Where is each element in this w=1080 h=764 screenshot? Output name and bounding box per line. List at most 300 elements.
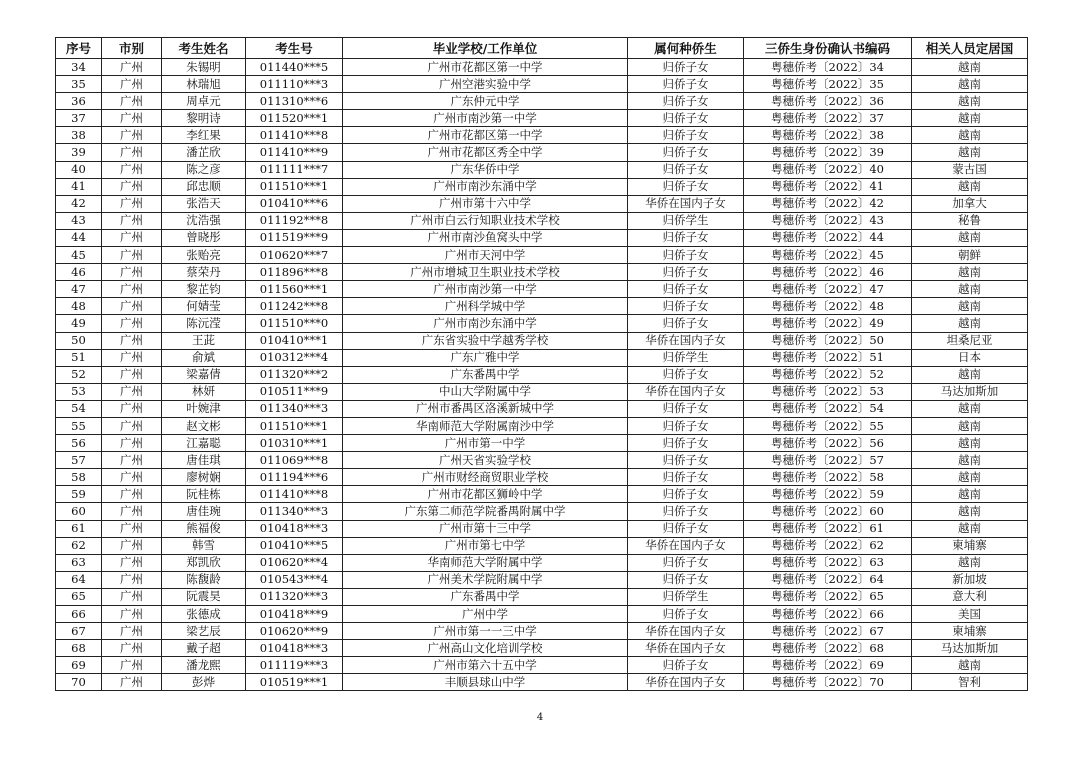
cell-country: 越南 xyxy=(912,366,1028,383)
cell-school: 广州市第一一三中学 xyxy=(343,623,628,640)
cell-country: 越南 xyxy=(912,127,1028,144)
cell-city: 广州 xyxy=(102,195,162,212)
cell-city: 广州 xyxy=(102,435,162,452)
cell-certificate-code: 粤穗侨考〔2022〕69 xyxy=(744,657,912,674)
cell-name: 潘龙熙 xyxy=(162,657,246,674)
cell-certificate-code: 粤穗侨考〔2022〕39 xyxy=(744,144,912,161)
cell-name: 黎芷钧 xyxy=(162,281,246,298)
cell-name: 阮桂栋 xyxy=(162,486,246,503)
cell-exam-number: 010410***5 xyxy=(246,537,343,554)
cell-school: 广州市南沙鱼窝头中学 xyxy=(343,229,628,246)
header-certificate-code: 三侨生身份确认书编码 xyxy=(744,38,912,59)
cell-index: 52 xyxy=(56,366,102,383)
cell-exam-number: 010312***4 xyxy=(246,349,343,366)
cell-school: 华南师范大学附属中学 xyxy=(343,554,628,571)
cell-index: 63 xyxy=(56,554,102,571)
cell-school: 广州高山文化培训学校 xyxy=(343,640,628,657)
cell-country: 越南 xyxy=(912,657,1028,674)
cell-school: 广州市白云行知职业技术学校 xyxy=(343,212,628,229)
cell-school: 广东番禺中学 xyxy=(343,366,628,383)
cell-city: 广州 xyxy=(102,674,162,691)
cell-certificate-code: 粤穗侨考〔2022〕68 xyxy=(744,640,912,657)
table-row xyxy=(56,503,1028,520)
cell-city: 广州 xyxy=(102,264,162,281)
cell-exam-number: 011111***7 xyxy=(246,161,343,178)
cell-index: 57 xyxy=(56,452,102,469)
cell-school: 广州市第七中学 xyxy=(343,537,628,554)
header-city: 市别 xyxy=(102,38,162,59)
table-row xyxy=(56,657,1028,674)
cell-certificate-code: 粤穗侨考〔2022〕57 xyxy=(744,452,912,469)
cell-country: 柬埔寨 xyxy=(912,537,1028,554)
cell-index: 70 xyxy=(56,674,102,691)
cell-city: 广州 xyxy=(102,349,162,366)
cell-exam-number: 010511***9 xyxy=(246,383,343,400)
table-row xyxy=(56,76,1028,93)
cell-certificate-code: 粤穗侨考〔2022〕56 xyxy=(744,435,912,452)
cell-city: 广州 xyxy=(102,469,162,486)
cell-index: 34 xyxy=(56,59,102,76)
cell-exam-number: 010418***9 xyxy=(246,606,343,623)
cell-country: 越南 xyxy=(912,469,1028,486)
cell-category: 华侨在国内子女 xyxy=(628,640,744,657)
cell-category: 归侨子女 xyxy=(628,110,744,127)
cell-school: 广州市南沙第一中学 xyxy=(343,281,628,298)
table-row xyxy=(56,383,1028,400)
cell-country: 新加坡 xyxy=(912,571,1028,588)
cell-city: 广州 xyxy=(102,315,162,332)
table-row xyxy=(56,452,1028,469)
header-name: 考生姓名 xyxy=(162,38,246,59)
cell-index: 44 xyxy=(56,229,102,246)
header-school: 毕业学校/工作单位 xyxy=(343,38,628,59)
cell-certificate-code: 粤穗侨考〔2022〕70 xyxy=(744,674,912,691)
cell-category: 归侨子女 xyxy=(628,59,744,76)
cell-country: 越南 xyxy=(912,229,1028,246)
table-row xyxy=(56,178,1028,195)
cell-exam-number: 011560***1 xyxy=(246,281,343,298)
cell-name: 熊福俊 xyxy=(162,520,246,537)
table-row xyxy=(56,520,1028,537)
cell-certificate-code: 粤穗侨考〔2022〕35 xyxy=(744,76,912,93)
cell-category: 归侨子女 xyxy=(628,281,744,298)
cell-name: 朱锡明 xyxy=(162,59,246,76)
cell-school: 广州市财经商贸职业学校 xyxy=(343,469,628,486)
cell-school: 广州市第一中学 xyxy=(343,435,628,452)
cell-name: 俞斌 xyxy=(162,349,246,366)
cell-certificate-code: 粤穗侨考〔2022〕36 xyxy=(744,93,912,110)
cell-name: 邱忠顺 xyxy=(162,178,246,195)
cell-exam-number: 011119***3 xyxy=(246,657,343,674)
cell-exam-number: 010620***9 xyxy=(246,623,343,640)
cell-category: 归侨子女 xyxy=(628,315,744,332)
cell-name: 林妍 xyxy=(162,383,246,400)
cell-category: 华侨在国内子女 xyxy=(628,623,744,640)
cell-exam-number: 011510***1 xyxy=(246,417,343,434)
cell-category: 归侨学生 xyxy=(628,588,744,605)
cell-category: 归侨子女 xyxy=(628,76,744,93)
cell-index: 54 xyxy=(56,400,102,417)
cell-certificate-code: 粤穗侨考〔2022〕55 xyxy=(744,417,912,434)
table-row xyxy=(56,144,1028,161)
cell-exam-number: 011110***3 xyxy=(246,76,343,93)
cell-certificate-code: 粤穗侨考〔2022〕41 xyxy=(744,178,912,195)
cell-category: 归侨子女 xyxy=(628,606,744,623)
cell-certificate-code: 粤穗侨考〔2022〕64 xyxy=(744,571,912,588)
cell-country: 越南 xyxy=(912,435,1028,452)
cell-category: 归侨子女 xyxy=(628,127,744,144)
cell-category: 归侨子女 xyxy=(628,298,744,315)
cell-certificate-code: 粤穗侨考〔2022〕52 xyxy=(744,366,912,383)
cell-country: 越南 xyxy=(912,281,1028,298)
cell-index: 37 xyxy=(56,110,102,127)
cell-name: 沈浩强 xyxy=(162,212,246,229)
cell-index: 56 xyxy=(56,435,102,452)
cell-certificate-code: 粤穗侨考〔2022〕50 xyxy=(744,332,912,349)
cell-category: 归侨子女 xyxy=(628,400,744,417)
table-row xyxy=(56,212,1028,229)
cell-index: 64 xyxy=(56,571,102,588)
cell-certificate-code: 粤穗侨考〔2022〕51 xyxy=(744,349,912,366)
cell-city: 广州 xyxy=(102,417,162,434)
cell-exam-number: 010620***7 xyxy=(246,247,343,264)
cell-exam-number: 011510***0 xyxy=(246,315,343,332)
table-row xyxy=(56,400,1028,417)
cell-country: 越南 xyxy=(912,76,1028,93)
cell-country: 越南 xyxy=(912,417,1028,434)
cell-name: 郑凯欣 xyxy=(162,554,246,571)
cell-city: 广州 xyxy=(102,298,162,315)
cell-exam-number: 010543***4 xyxy=(246,571,343,588)
table-row xyxy=(56,264,1028,281)
cell-index: 60 xyxy=(56,503,102,520)
cell-country: 马达加斯加 xyxy=(912,640,1028,657)
cell-school: 广东番禺中学 xyxy=(343,588,628,605)
cell-name: 韩雪 xyxy=(162,537,246,554)
cell-country: 秘鲁 xyxy=(912,212,1028,229)
table-row xyxy=(56,110,1028,127)
cell-country: 越南 xyxy=(912,452,1028,469)
cell-category: 华侨在国内子女 xyxy=(628,332,744,349)
cell-city: 广州 xyxy=(102,76,162,93)
cell-exam-number: 011510***1 xyxy=(246,178,343,195)
cell-certificate-code: 粤穗侨考〔2022〕63 xyxy=(744,554,912,571)
cell-city: 广州 xyxy=(102,503,162,520)
cell-certificate-code: 粤穗侨考〔2022〕67 xyxy=(744,623,912,640)
cell-certificate-code: 粤穗侨考〔2022〕62 xyxy=(744,537,912,554)
cell-exam-number: 011410***8 xyxy=(246,486,343,503)
table-body xyxy=(56,59,1028,691)
table-row xyxy=(56,366,1028,383)
cell-index: 45 xyxy=(56,247,102,264)
cell-category: 归侨子女 xyxy=(628,247,744,264)
table-row xyxy=(56,195,1028,212)
cell-country: 越南 xyxy=(912,264,1028,281)
cell-exam-number: 011310***6 xyxy=(246,93,343,110)
table-row xyxy=(56,486,1028,503)
cell-index: 62 xyxy=(56,537,102,554)
cell-city: 广州 xyxy=(102,93,162,110)
table-row xyxy=(56,229,1028,246)
cell-name: 张贻亮 xyxy=(162,247,246,264)
table-row xyxy=(56,435,1028,452)
cell-exam-number: 011410***9 xyxy=(246,144,343,161)
cell-index: 42 xyxy=(56,195,102,212)
table-row xyxy=(56,315,1028,332)
cell-name: 唐佳琪 xyxy=(162,452,246,469)
cell-index: 46 xyxy=(56,264,102,281)
table-row xyxy=(56,281,1028,298)
cell-category: 归侨子女 xyxy=(628,435,744,452)
cell-certificate-code: 粤穗侨考〔2022〕65 xyxy=(744,588,912,605)
cell-country: 意大利 xyxy=(912,588,1028,605)
cell-certificate-code: 粤穗侨考〔2022〕42 xyxy=(744,195,912,212)
cell-city: 广州 xyxy=(102,59,162,76)
cell-country: 越南 xyxy=(912,400,1028,417)
table-row xyxy=(56,469,1028,486)
cell-city: 广州 xyxy=(102,400,162,417)
cell-city: 广州 xyxy=(102,229,162,246)
table-row xyxy=(56,127,1028,144)
table-row xyxy=(56,554,1028,571)
cell-country: 蒙古国 xyxy=(912,161,1028,178)
cell-name: 王茈 xyxy=(162,332,246,349)
header-country: 相关人员定居国 xyxy=(912,38,1028,59)
cell-school: 中山大学附属中学 xyxy=(343,383,628,400)
cell-school: 广州市花都区第一中学 xyxy=(343,59,628,76)
cell-category: 归侨子女 xyxy=(628,144,744,161)
cell-school: 广东第二师范学院番禺附属中学 xyxy=(343,503,628,520)
cell-city: 广州 xyxy=(102,606,162,623)
table-row xyxy=(56,640,1028,657)
cell-exam-number: 011194***6 xyxy=(246,469,343,486)
header-exam-number: 考生号 xyxy=(246,38,343,59)
table-row xyxy=(56,161,1028,178)
cell-index: 50 xyxy=(56,332,102,349)
cell-exam-number: 011242***8 xyxy=(246,298,343,315)
cell-name: 江嘉聪 xyxy=(162,435,246,452)
cell-school: 广州市第十三中学 xyxy=(343,520,628,537)
cell-country: 越南 xyxy=(912,93,1028,110)
cell-index: 53 xyxy=(56,383,102,400)
cell-name: 潘芷欣 xyxy=(162,144,246,161)
cell-exam-number: 010620***4 xyxy=(246,554,343,571)
cell-city: 广州 xyxy=(102,520,162,537)
cell-name: 何婧莹 xyxy=(162,298,246,315)
cell-category: 归侨子女 xyxy=(628,469,744,486)
cell-index: 40 xyxy=(56,161,102,178)
cell-country: 越南 xyxy=(912,298,1028,315)
cell-city: 广州 xyxy=(102,640,162,657)
cell-school: 广东华侨中学 xyxy=(343,161,628,178)
cell-exam-number: 010418***3 xyxy=(246,640,343,657)
cell-certificate-code: 粤穗侨考〔2022〕44 xyxy=(744,229,912,246)
cell-school: 广州市天河中学 xyxy=(343,247,628,264)
cell-index: 61 xyxy=(56,520,102,537)
cell-exam-number: 011192***8 xyxy=(246,212,343,229)
cell-name: 戴子超 xyxy=(162,640,246,657)
cell-school: 广州市南沙第一中学 xyxy=(343,110,628,127)
cell-exam-number: 011320***2 xyxy=(246,366,343,383)
cell-name: 陈之彦 xyxy=(162,161,246,178)
table-row xyxy=(56,247,1028,264)
table-row xyxy=(56,537,1028,554)
table-row xyxy=(56,674,1028,691)
cell-category: 华侨在国内子女 xyxy=(628,195,744,212)
cell-country: 智利 xyxy=(912,674,1028,691)
page-number: 4 xyxy=(536,712,544,723)
cell-index: 55 xyxy=(56,417,102,434)
cell-certificate-code: 粤穗侨考〔2022〕43 xyxy=(744,212,912,229)
cell-city: 广州 xyxy=(102,537,162,554)
cell-exam-number: 011520***1 xyxy=(246,110,343,127)
cell-index: 43 xyxy=(56,212,102,229)
cell-index: 65 xyxy=(56,588,102,605)
cell-certificate-code: 粤穗侨考〔2022〕49 xyxy=(744,315,912,332)
cell-school: 广州市番禺区洛溪新城中学 xyxy=(343,400,628,417)
cell-country: 坦桑尼亚 xyxy=(912,332,1028,349)
cell-country: 越南 xyxy=(912,144,1028,161)
cell-city: 广州 xyxy=(102,623,162,640)
cell-category: 归侨子女 xyxy=(628,178,744,195)
cell-category: 华侨在国内子女 xyxy=(628,537,744,554)
cell-school: 广东省实验中学越秀学校 xyxy=(343,332,628,349)
cell-index: 51 xyxy=(56,349,102,366)
cell-name: 李红果 xyxy=(162,127,246,144)
cell-index: 69 xyxy=(56,657,102,674)
cell-index: 48 xyxy=(56,298,102,315)
cell-exam-number: 010519***1 xyxy=(246,674,343,691)
cell-certificate-code: 粤穗侨考〔2022〕60 xyxy=(744,503,912,520)
cell-school: 广东广雅中学 xyxy=(343,349,628,366)
cell-exam-number: 011340***3 xyxy=(246,503,343,520)
cell-category: 归侨子女 xyxy=(628,264,744,281)
cell-category: 归侨子女 xyxy=(628,503,744,520)
cell-school: 广州天省实验学校 xyxy=(343,452,628,469)
cell-exam-number: 011519***9 xyxy=(246,229,343,246)
cell-city: 广州 xyxy=(102,657,162,674)
cell-school: 丰顺县球山中学 xyxy=(343,674,628,691)
table-row xyxy=(56,571,1028,588)
cell-index: 68 xyxy=(56,640,102,657)
table-row xyxy=(56,606,1028,623)
table-header-row xyxy=(56,38,1028,59)
cell-category: 归侨子女 xyxy=(628,486,744,503)
cell-index: 47 xyxy=(56,281,102,298)
cell-school: 广州市第六十五中学 xyxy=(343,657,628,674)
cell-school: 广州美术学院附属中学 xyxy=(343,571,628,588)
cell-school: 广州市花都区第一中学 xyxy=(343,127,628,144)
cell-certificate-code: 粤穗侨考〔2022〕61 xyxy=(744,520,912,537)
cell-name: 周卓元 xyxy=(162,93,246,110)
cell-exam-number: 010410***1 xyxy=(246,332,343,349)
table-row xyxy=(56,417,1028,434)
cell-category: 归侨子女 xyxy=(628,161,744,178)
cell-category: 归侨子女 xyxy=(628,229,744,246)
cell-category: 归侨子女 xyxy=(628,520,744,537)
cell-school: 广州市南沙东涌中学 xyxy=(343,315,628,332)
cell-index: 59 xyxy=(56,486,102,503)
cell-city: 广州 xyxy=(102,144,162,161)
table-row xyxy=(56,588,1028,605)
cell-category: 归侨子女 xyxy=(628,366,744,383)
cell-name: 曾晓彤 xyxy=(162,229,246,246)
cell-category: 华侨在国内子女 xyxy=(628,674,744,691)
cell-name: 张德成 xyxy=(162,606,246,623)
cell-country: 朝鲜 xyxy=(912,247,1028,264)
cell-name: 林瑞旭 xyxy=(162,76,246,93)
cell-name: 陈馥龄 xyxy=(162,571,246,588)
cell-certificate-code: 粤穗侨考〔2022〕46 xyxy=(744,264,912,281)
cell-school: 华南师范大学附属南沙中学 xyxy=(343,417,628,434)
cell-name: 陈沅滢 xyxy=(162,315,246,332)
cell-school: 广州市第十六中学 xyxy=(343,195,628,212)
cell-country: 越南 xyxy=(912,486,1028,503)
cell-country: 越南 xyxy=(912,178,1028,195)
header-category: 属何种侨生 xyxy=(628,38,744,59)
cell-certificate-code: 粤穗侨考〔2022〕48 xyxy=(744,298,912,315)
cell-index: 58 xyxy=(56,469,102,486)
cell-certificate-code: 粤穗侨考〔2022〕40 xyxy=(744,161,912,178)
table-row xyxy=(56,93,1028,110)
cell-name: 唐佳琬 xyxy=(162,503,246,520)
cell-country: 日本 xyxy=(912,349,1028,366)
cell-city: 广州 xyxy=(102,366,162,383)
student-roster-table xyxy=(55,37,1028,691)
cell-city: 广州 xyxy=(102,588,162,605)
table-row xyxy=(56,298,1028,315)
cell-category: 归侨子女 xyxy=(628,452,744,469)
cell-index: 41 xyxy=(56,178,102,195)
cell-city: 广州 xyxy=(102,383,162,400)
cell-exam-number: 011896***8 xyxy=(246,264,343,281)
cell-country: 加拿大 xyxy=(912,195,1028,212)
cell-certificate-code: 粤穗侨考〔2022〕66 xyxy=(744,606,912,623)
cell-name: 彭烨 xyxy=(162,674,246,691)
cell-exam-number: 010410***6 xyxy=(246,195,343,212)
cell-city: 广州 xyxy=(102,332,162,349)
cell-category: 华侨在国内子女 xyxy=(628,383,744,400)
cell-city: 广州 xyxy=(102,212,162,229)
cell-school: 广东仲元中学 xyxy=(343,93,628,110)
cell-index: 39 xyxy=(56,144,102,161)
cell-index: 66 xyxy=(56,606,102,623)
cell-country: 马达加斯加 xyxy=(912,383,1028,400)
table-row xyxy=(56,349,1028,366)
cell-certificate-code: 粤穗侨考〔2022〕54 xyxy=(744,400,912,417)
cell-name: 梁嘉倩 xyxy=(162,366,246,383)
cell-school: 广州中学 xyxy=(343,606,628,623)
cell-country: 越南 xyxy=(912,110,1028,127)
cell-name: 黎明诗 xyxy=(162,110,246,127)
cell-school: 广州市南沙东涌中学 xyxy=(343,178,628,195)
cell-school: 广州空港实验中学 xyxy=(343,76,628,93)
cell-name: 张浩天 xyxy=(162,195,246,212)
cell-name: 赵文彬 xyxy=(162,417,246,434)
cell-name: 梁艺辰 xyxy=(162,623,246,640)
cell-city: 广州 xyxy=(102,571,162,588)
cell-country: 越南 xyxy=(912,503,1028,520)
cell-school: 广州市增城卫生职业技术学校 xyxy=(343,264,628,281)
cell-city: 广州 xyxy=(102,554,162,571)
cell-index: 67 xyxy=(56,623,102,640)
cell-category: 归侨子女 xyxy=(628,93,744,110)
cell-exam-number: 010310***1 xyxy=(246,435,343,452)
cell-country: 越南 xyxy=(912,315,1028,332)
cell-country: 美国 xyxy=(912,606,1028,623)
cell-name: 阮震昊 xyxy=(162,588,246,605)
cell-index: 36 xyxy=(56,93,102,110)
